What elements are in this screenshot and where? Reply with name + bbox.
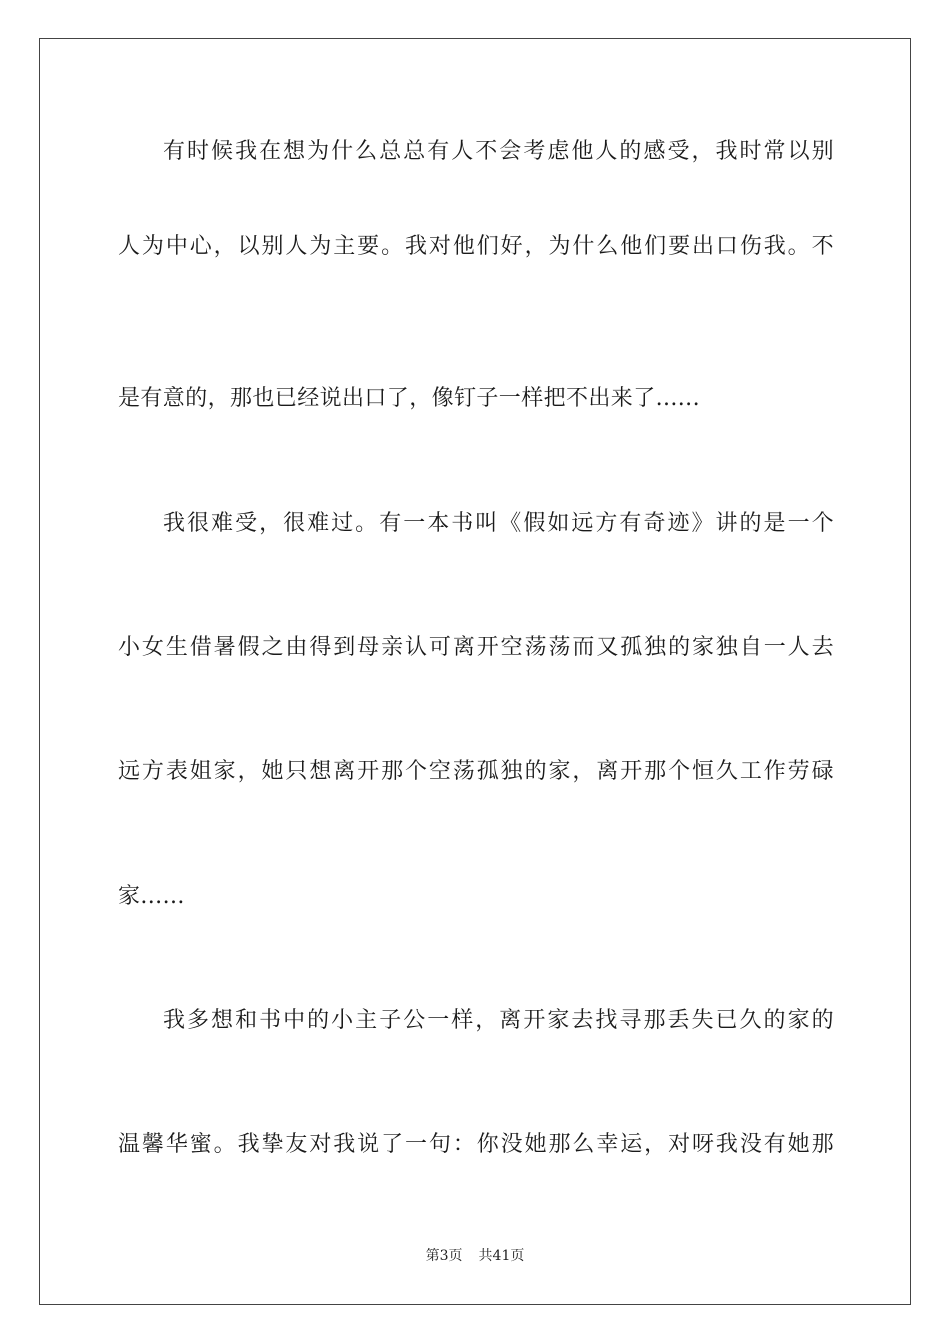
page-footer <box>0 1246 950 1266</box>
paragraph-1-line-2: 人为中心，以别人为主要。我对他们好，为什么他们要出口伤我。不 <box>118 234 834 259</box>
paragraph-1-line-3: 是有意的，那也已经说出口了，像钉子一样把不出来了...... <box>118 386 700 411</box>
paragraph-2-line-3: 远方表姐家，她只想离开那个空荡孤独的家，离开那个恒久工作劳碌 <box>118 759 834 784</box>
paragraph-3-line-1: 我多想和书中的小主子公一样，离开家去找寻那丢失已久的家的 <box>163 1008 834 1033</box>
page-border <box>39 38 911 1305</box>
paragraph-2-line-1: 我很难受，很难过。有一本书叫《假如远方有奇迹》讲的是一个 <box>163 511 834 536</box>
paragraph-3-line-2: 温馨华蜜。我挚友对我说了一句：你没她那么幸运，对呀我没有她那 <box>118 1132 834 1157</box>
paragraph-1-line-1: 有时候我在想为什么总总有人不会考虑他人的感受，我时常以别 <box>163 139 834 164</box>
paragraph-2-line-2: 小女生借暑假之由得到母亲认可离开空荡荡而又孤独的家独自一人去 <box>118 635 834 660</box>
current-page-number: 第3页 <box>425 1248 463 1264</box>
total-page-count: 共41页 <box>478 1248 525 1264</box>
paragraph-2-line-4: 家...... <box>118 884 185 909</box>
